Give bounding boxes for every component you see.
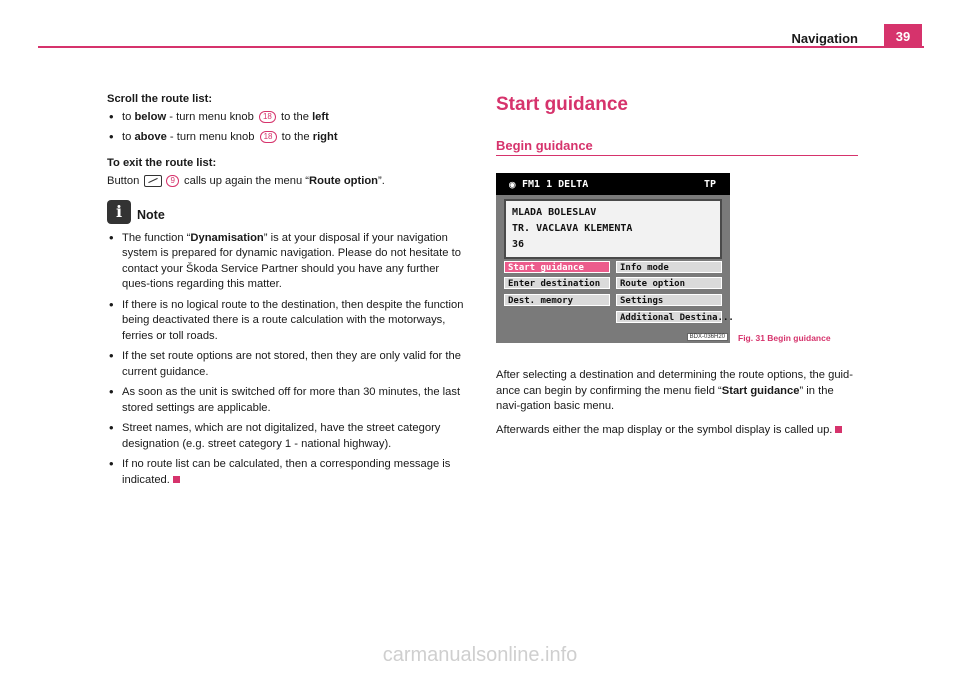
note-bullet: • If there is no logical route to the destination, then despite the function being deactivated there is a route calculation with the motorways, ferries or toll roads.	[107, 298, 465, 345]
screen-line: MLADA BOLESLAV	[512, 207, 597, 218]
header-rule	[38, 46, 924, 48]
note-title: Note	[137, 207, 165, 222]
subsection-title: Begin guidance	[496, 138, 593, 153]
screen-enter-destination-button[interactable]: Enter destination	[504, 277, 610, 289]
exit-paragraph: Button 9 calls up again the menu “Route option”.	[107, 175, 385, 187]
note-bullet: • Street names, which are not digitalized, have the street category designation (e.g. street category 1 - national highway).	[107, 421, 465, 452]
end-mark-icon	[835, 426, 842, 433]
note-bullet: • If no route list can be calculated, then a corresponding message is indicated.	[107, 457, 465, 488]
navigation-screen-figure	[496, 173, 734, 343]
end-mark-icon	[173, 476, 180, 483]
page-header-title: Navigation	[791, 31, 858, 46]
info-icon: i	[107, 200, 131, 224]
screen-status-bar	[496, 173, 730, 195]
note-bullet: • If the set route options are not stored, then they are only valid for the current guidance.	[107, 349, 465, 380]
screen-dest-memory-button[interactable]: Dest. memory	[504, 294, 610, 306]
screen-destination-field	[504, 199, 722, 259]
guidance-paragraph: After selecting a destination and determining the route options, the guid-ance can begin by confirming the menu field “Start guidance” in the navi-gation basic menu.	[496, 369, 853, 412]
left-column	[107, 92, 465, 488]
right-column	[496, 368, 858, 438]
figure-code: BDX-036H20	[687, 333, 728, 341]
screen-station: FM1 1 DELTA	[522, 179, 589, 190]
figure-caption: Fig. 31 Begin guidance	[738, 333, 831, 343]
screen-line: 36	[512, 239, 525, 250]
knob-ref-icon: 18	[259, 111, 276, 123]
scroll-item-below: • to below - turn menu knob 18 to the left	[107, 110, 465, 126]
page-number: 39	[884, 24, 922, 48]
exit-heading: To exit the route list:	[107, 156, 217, 169]
note-bullet: • The function “Dynamisation” is at your disposal if your navigation system is prepared for dynamic navigation. Please do not hesitate to contact your Škoda Service Partner should you have any further ques-tions regarding this matter.	[107, 231, 465, 293]
subsection-rule	[496, 155, 858, 156]
screen-tp: TP	[703, 179, 716, 190]
nav-button-icon	[144, 175, 162, 187]
screen-settings-button[interactable]: Settings	[616, 294, 722, 306]
scroll-item-above: • to above - turn menu knob 18 to the right	[107, 130, 465, 146]
button-ref-icon: 9	[166, 175, 178, 187]
screen-line: TR. VACLAVA KLEMENTA	[512, 223, 633, 234]
screen-route-option-button[interactable]: Route option	[616, 277, 722, 289]
knob-ref-icon: 18	[260, 131, 277, 143]
guidance-paragraph: Afterwards either the map display or the symbol display is called up.	[496, 423, 858, 439]
screen-info-mode-button[interactable]: Info mode	[616, 261, 722, 273]
scroll-heading: Scroll the route list:	[107, 93, 213, 105]
note-bullet: • As soon as the unit is switched off for more than 30 minutes, the last stored settings are applicable.	[107, 385, 465, 416]
screen-additional-destination-button[interactable]: Additional Destina...	[616, 311, 722, 323]
screen-start-guidance-button[interactable]: Start guidance	[504, 261, 610, 273]
watermark: carmanualsonline.info	[382, 644, 578, 666]
note-heading	[107, 200, 465, 224]
section-title: Start guidance	[496, 94, 628, 115]
radio-icon: ◉	[509, 178, 516, 191]
